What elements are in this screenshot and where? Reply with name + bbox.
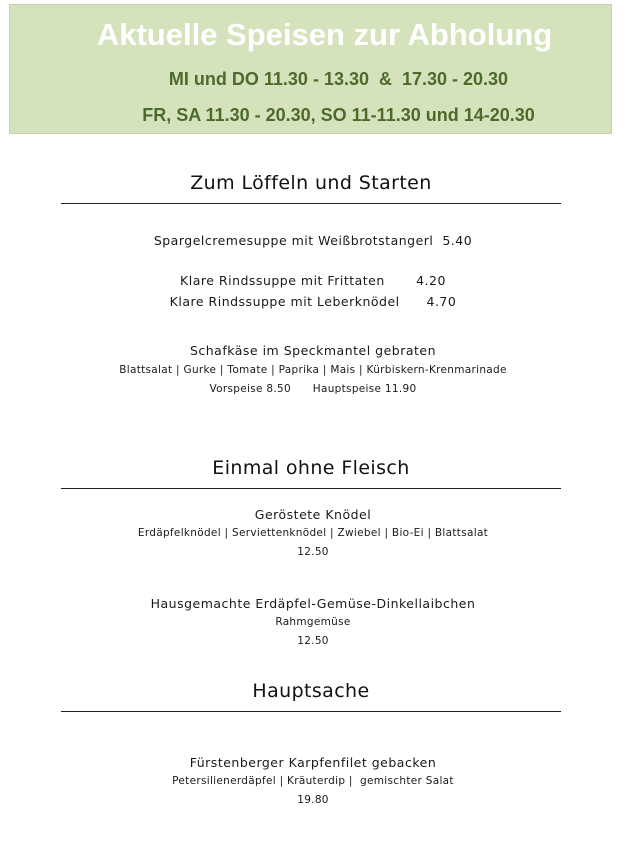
menu-item-description: Petersilienerdäpfel | Kräuterdip | gemischter Salat — [172, 775, 454, 787]
menu-item-price: 12.50 — [297, 546, 329, 558]
menu-item-karpfenfilet: Fürstenberger Karpfenfilet gebacken — [189, 755, 437, 770]
menu-item-rindssuppe-leberknoedel: Klare Rindssuppe mit Leberknödel 4.70 — [169, 294, 457, 309]
section-divider — [61, 711, 561, 712]
menu-item-geroestete-knoedel: Geröstete Knödel — [254, 507, 372, 522]
opening-hours-weekend: FR, SA 11.30 - 20.30, SO 11-11.30 und 14-20.30 — [142, 105, 535, 125]
menu-item-price: 12.50 — [297, 635, 329, 647]
menu-item-dinkellaibchen: Hausgemachte Erdäpfel-Gemüse-Dinkellaibchen — [150, 596, 476, 611]
section-title-vegetarian: Einmal ohne Fleisch — [212, 457, 410, 479]
header-banner — [9, 4, 612, 134]
section-divider — [61, 488, 561, 489]
menu-item-spargelcremesuppe: Spargelcremesuppe mit Weißbrotstangerl 5.40 — [153, 233, 473, 248]
opening-hours-weekday: MI und DO 11.30 - 13.30 & 17.30 - 20.30 — [168, 69, 509, 89]
menu-item-price: 19.80 — [297, 794, 329, 806]
section-divider — [61, 203, 561, 204]
section-title-starters: Zum Löffeln und Starten — [190, 172, 432, 194]
section-title-mains: Hauptsache — [252, 680, 370, 702]
menu-item-schafkaese: Schafkäse im Speckmantel gebraten — [189, 343, 437, 358]
menu-item-description: Erdäpfelknödel | Serviettenknödel | Zwiebel | Bio-Ei | Blattsalat — [137, 527, 489, 539]
banner-title: Aktuelle Speisen zur Abholung — [96, 17, 553, 52]
menu-item-rindssuppe-frittaten: Klare Rindssuppe mit Frittaten 4.20 — [180, 273, 446, 288]
menu-item-description: Blattsalat | Gurke | Tomate | Paprika | Mais | Kürbiskern-Krenmarinade — [119, 364, 507, 376]
menu-item-price: Vorspeise 8.50 Hauptspeise 11.90 — [209, 383, 417, 395]
menu-item-description: Rahmgemüse — [275, 616, 351, 628]
